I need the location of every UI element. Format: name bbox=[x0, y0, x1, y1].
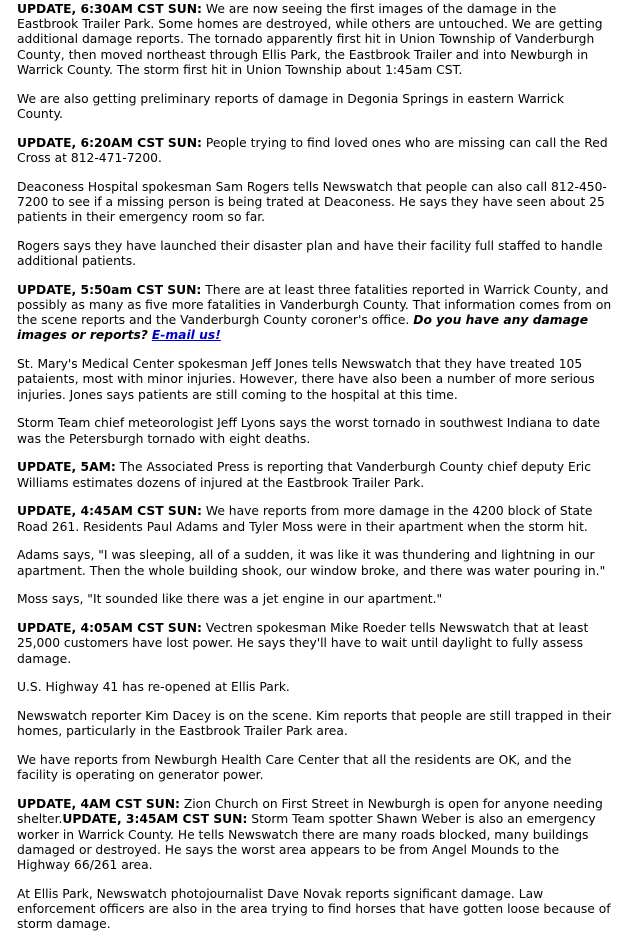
update-label: UPDATE, 6:20AM CST SUN: bbox=[17, 135, 202, 150]
paragraph-dacey: Newswatch reporter Kim Dacey is on the scene. Kim reports that people are still trapped in their homes, particularly in the Eastbrook Trailer Park area. bbox=[17, 709, 612, 739]
paragraph-lyons: Storm Team chief meteorologist Jeff Lyons says the worst tornado in southwest Indiana to date was the Petersburgh tornado with eight deaths. bbox=[17, 416, 601, 446]
paragraph-deaconess: Deaconess Hospital spokesman Sam Rogers tells Newswatch that people can also call 812-450-7200 to see if a missing person is being trated at Deaconess. He says they have seen about 25 patients in their emergency room so far. bbox=[17, 179, 607, 225]
update-0550 bbox=[17, 283, 613, 344]
update-text: Storm Team spotter Shawn Weber is also an emergency worker in Warrick County. He tells Newswatch there are many roads blocked, many buildings damaged or destroyed. He says the worst area appears to be from Angel Mounds to the Highway 66/261 area. bbox=[17, 812, 596, 873]
update-text: We are now seeing the first images of the damage in the Eastbrook Trailer Park. Some homes are destroyed, while others are untouched. We are getting additional damage reports. The tornado apparently first hit in Union Township of Vanderburgh County, then moved northeast through Ellis Park, the Eastbrook Trailer and into Newburgh in Warrick County. The storm first hit in Union Township about 1:45am CST. bbox=[17, 2, 603, 77]
paragraph-adams-quote: Adams says, "I was sleeping, all of a sudden, it was like it was thundering and lightning in our apartment. Then the whole building shook, our window broke, and there was water pouring in." bbox=[17, 548, 606, 578]
update-text: People trying to find loved ones who are missing can call the Red Cross at 812-471-7200. bbox=[17, 135, 608, 165]
update-0500 bbox=[17, 460, 613, 490]
paragraph-rogers: Rogers says they have launched their disaster plan and have their facility full staffed to handle additional patients. bbox=[17, 238, 603, 269]
damage-reports-prompt: Do you have any damage images or reports? bbox=[17, 313, 589, 343]
email-us-link[interactable]: E-mail us! bbox=[151, 328, 221, 343]
update-0400-0345 bbox=[17, 797, 613, 873]
update-label: UPDATE, 4AM CST SUN: bbox=[17, 797, 180, 812]
update-0405 bbox=[17, 621, 613, 667]
update-0620 bbox=[17, 136, 613, 166]
update-0445 bbox=[17, 504, 613, 534]
paragraph-st-marys: St. Mary's Medical Center spokesman Jeff Jones tells Newswatch that they have treated 105 pataients, most with minor injuries. However, there have also been a number of more serious injuries. Jones says patients are still coming to the hospital at this time. bbox=[17, 357, 595, 402]
update-label: UPDATE, 4:45AM CST SUN: bbox=[17, 504, 202, 519]
update-label: UPDATE, 6:30AM CST SUN: bbox=[17, 2, 202, 16]
update-label: UPDATE, 4:05AM CST SUN: bbox=[17, 621, 202, 636]
paragraph-newburgh-health: We have reports from Newburgh Health Care Center that all the residents are OK, and the facility is operating on generator power. bbox=[17, 753, 572, 783]
update-label: UPDATE, 3:45AM CST SUN: bbox=[62, 812, 248, 827]
update-text: There are at least three fatalities reported in Warrick County, and possibly as many as five more fatalities in Vanderburgh County. That information comes from on the scene reports and the Vanderburgh County coroner's office. bbox=[17, 282, 612, 328]
paragraph-degonia: We are also getting preliminary reports of damage in Degonia Springs in eastern Warrick County. bbox=[17, 91, 564, 121]
paragraph-moss-quote: Moss says, "It sounded like there was a jet engine in our apartment." bbox=[17, 592, 443, 607]
paragraph-ellis-park: At Ellis Park, Newswatch photojournalist Dave Novak reports significant damage. Law enforcement officers are also in the area trying to find horses that have gotten loose because of storm damage. bbox=[17, 886, 611, 932]
update-0630 bbox=[17, 2, 613, 78]
update-label: UPDATE, 5:50am CST SUN: bbox=[17, 282, 202, 297]
update-text: Vectren spokesman Mike Roeder tells Newswatch that at least 25,000 customers have lost power. He says they'll have to wait until daylight to fully assess damage. bbox=[17, 621, 589, 666]
update-text: The Associated Press is reporting that Vanderburgh County chief deputy Eric Williams estimates dozens of injured at the Eastbrook Trailer Park. bbox=[17, 460, 591, 490]
update-label: UPDATE, 5AM: bbox=[17, 460, 116, 475]
update-text: We have reports from more damage in the 4200 block of State Road 261. Residents Paul Adams and Tyler Moss were in their apartment when the storm hit. bbox=[17, 504, 593, 534]
update-text: Zion Church on First Street in Newburgh is open for anyone needing shelter. bbox=[17, 797, 603, 827]
paragraph-highway: U.S. Highway 41 has re-opened at Ellis Park. bbox=[17, 680, 290, 695]
